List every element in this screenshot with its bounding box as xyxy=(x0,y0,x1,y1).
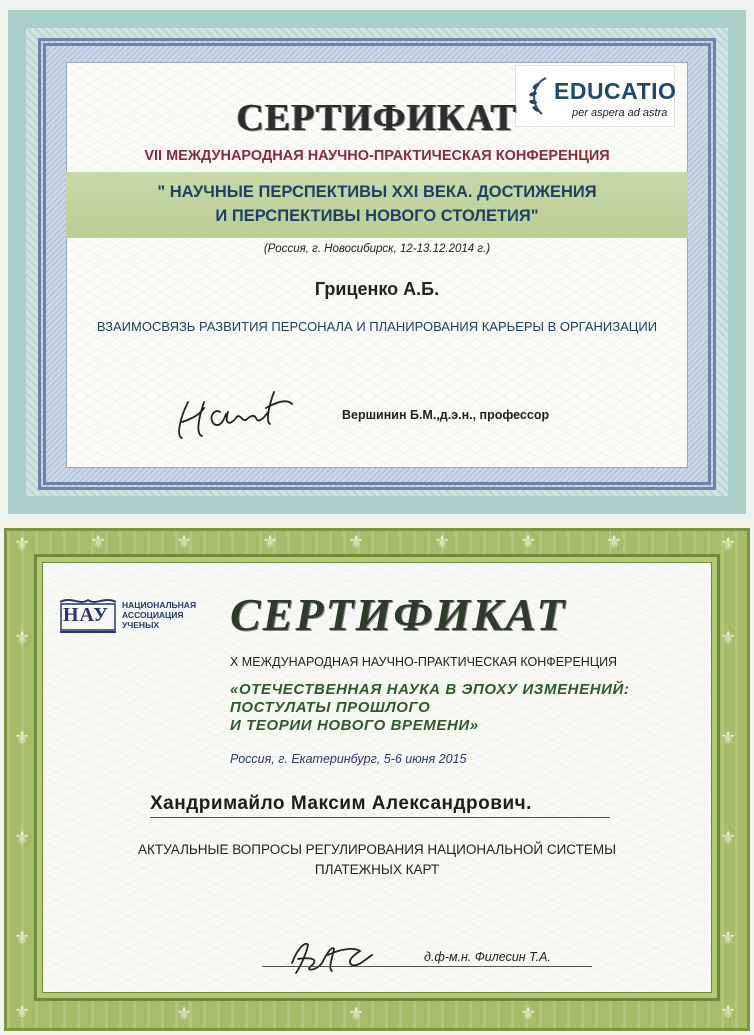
logo-name xyxy=(122,600,196,630)
topic-line: И ТЕОРИИ НОВОГО ВРЕМЕНИ» xyxy=(230,717,479,734)
fleur-de-lis-icon: ⚜ xyxy=(176,532,193,553)
conference-topic xyxy=(230,681,630,735)
logo-name-line: АССОЦИАЦИЯ xyxy=(122,610,184,620)
author-name: Хандримайло Максим Александрович. xyxy=(150,793,610,818)
fleur-de-lis-icon: ⚜ xyxy=(720,928,737,949)
paper-title-line: АКТУАЛЬНЫЕ ВОПРОСЫ РЕГУЛИРОВАНИЯ НАЦИОНАЛЬНОЙ СИСТЕМЫ xyxy=(137,842,617,857)
logo-name-line: НАЦИОНАЛЬНАЯ xyxy=(122,600,197,610)
fleur-de-lis-icon: ⚜ xyxy=(14,928,31,949)
conference-name: X МЕЖДУНАРОДНАЯ НАУЧНО-ПРАКТИЧЕСКАЯ КОНФЕРЕНЦИЯ xyxy=(230,655,618,669)
certificate-title: СЕРТИФИКАТ xyxy=(230,589,567,640)
fleur-de-lis-icon: ⚜ xyxy=(14,728,31,749)
topic-line: И ПЕРСПЕКТИВЫ НОВОГО СТОЛЕТИЯ" xyxy=(215,207,539,225)
signature-line xyxy=(262,966,592,967)
signer-name: Вершинин Б.М.,д.э.н., профессор xyxy=(342,408,550,422)
paper-title xyxy=(95,840,659,880)
fleur-de-lis-icon: ⚜ xyxy=(720,828,737,849)
fleur-de-lis-icon: ⚜ xyxy=(14,628,31,649)
paper-title: ВЗАИМОСВЯЗЬ РАЗВИТИЯ ПЕРСОНАЛА И ПЛАНИРОВАНИЯ КАРЬЕРЫ В ОРГАНИЗАЦИИ xyxy=(96,319,658,334)
fleur-de-lis-icon: ⚜ xyxy=(348,532,365,553)
fleur-de-lis-icon: ⚜ xyxy=(348,1004,365,1025)
certificate-title: СЕРТИФИКАТ xyxy=(236,97,518,139)
logo-brand: EDUCATIO xyxy=(554,78,677,104)
topic-line: " НАУЧНЫЕ ПЕРСПЕКТИВЫ XXI ВЕКА. ДОСТИЖЕНИЯ xyxy=(157,183,597,201)
fleur-de-lis-icon: ⚜ xyxy=(434,532,451,553)
conference-topic xyxy=(0,180,754,228)
fleur-de-lis-icon: ⚜ xyxy=(720,628,737,649)
fleur-de-lis-icon: ⚜ xyxy=(720,728,737,749)
fleur-de-lis-icon: ⚜ xyxy=(606,532,623,553)
fleur-de-lis-icon: ⚜ xyxy=(90,532,107,553)
fleur-de-lis-icon: ⚜ xyxy=(720,534,737,555)
fleur-de-lis-icon: ⚜ xyxy=(14,828,31,849)
place-date: Россия, г. Екатеринбург, 5-6 июня 2015 xyxy=(230,752,467,766)
author-name: Гриценко А.Б. xyxy=(314,279,440,299)
fleur-de-lis-icon: ⚜ xyxy=(520,1004,537,1025)
handwritten-signature xyxy=(262,933,392,983)
fleur-de-lis-icon: ⚜ xyxy=(14,534,31,555)
fleur-de-lis-icon: ⚜ xyxy=(262,532,279,553)
fleur-de-lis-icon: ⚜ xyxy=(14,1002,31,1023)
topic-line: «ОТЕЧЕСТВЕННАЯ НАУКА В ЭПОХУ ИЗМЕНЕНИЙ: xyxy=(230,681,630,698)
conference-name: VII МЕЖДУНАРОДНАЯ НАУЧНО-ПРАКТИЧЕСКАЯ КОНФЕРЕНЦИЯ xyxy=(144,148,610,164)
nau-logo xyxy=(58,596,218,636)
logo-name-line: УЧЕНЫХ xyxy=(122,620,160,630)
fleur-de-lis-icon: ⚜ xyxy=(520,532,537,553)
handwritten-signature xyxy=(170,378,310,448)
topic-line: ПОСТУЛАТЫ ПРОШЛОГО xyxy=(230,699,431,716)
fleur-de-lis-icon: ⚜ xyxy=(176,1004,193,1025)
fleur-de-lis-icon: ⚜ xyxy=(720,1002,737,1023)
logo-mark: НАУ xyxy=(63,604,109,626)
paper-title-line: ПЛАТЕЖНЫХ КАРТ xyxy=(314,862,440,877)
signer-name: д.ф-м.н. Филесин Т.А. xyxy=(424,950,551,964)
logo-tagline: per aspera ad astra xyxy=(572,107,668,119)
place-date: (Россия, г. Новосибирск, 12-13.12.2014 г.) xyxy=(263,243,491,255)
